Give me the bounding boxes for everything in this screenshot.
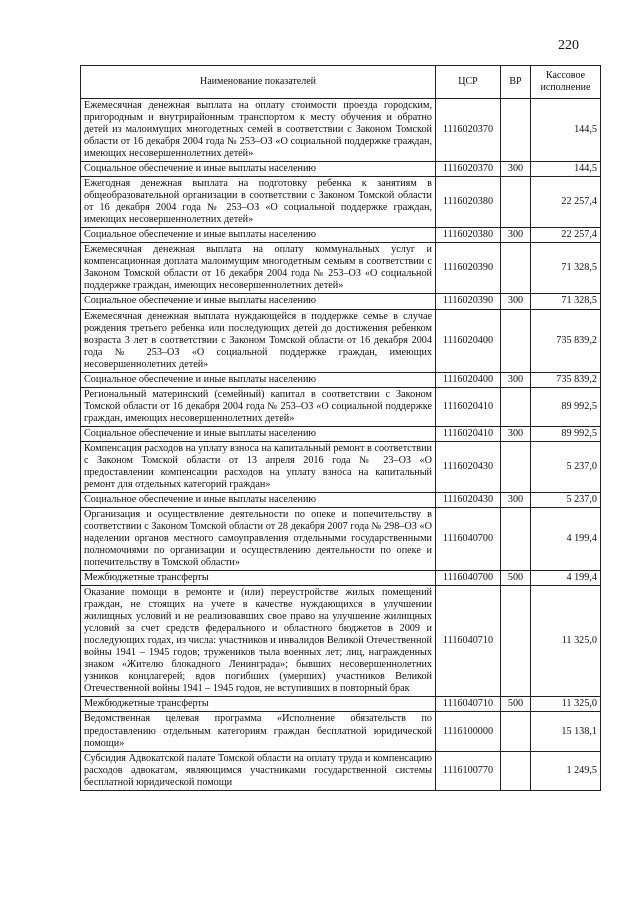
row-vr (501, 507, 531, 570)
table-row (81, 441, 601, 492)
row-sum: 4 199,4 (531, 571, 601, 586)
row-csr: 1116020370 (436, 99, 501, 162)
table-row (81, 243, 601, 294)
table-row (81, 507, 601, 570)
row-name: Компенсация расходов на уплату взноса на капитальный ремонт в соответствии с Законом Томской области от 13 апреля 2016 года № 23–ОЗ «О предоставлении компенсации расходов на уплату взноса на капитальный ремонт для отдельных категорий граждан» (81, 441, 436, 492)
header-sum: Кассовое исполнение (531, 66, 601, 99)
row-sum: 4 199,4 (531, 507, 601, 570)
row-name: Социальное обеспечение и иные выплаты населению (81, 294, 436, 309)
table-row (81, 177, 601, 228)
row-sum: 89 992,5 (531, 387, 601, 426)
row-vr: 300 (501, 426, 531, 441)
row-vr: 300 (501, 492, 531, 507)
row-sum: 11 325,0 (531, 697, 601, 712)
table-row (81, 162, 601, 177)
row-csr: 1116020380 (436, 228, 501, 243)
row-sum: 22 257,4 (531, 177, 601, 228)
header-csr: ЦСР (436, 66, 501, 99)
table-row (81, 309, 601, 372)
row-vr (501, 309, 531, 372)
row-vr: 300 (501, 228, 531, 243)
row-vr (501, 177, 531, 228)
row-csr: 1116020370 (436, 162, 501, 177)
row-csr: 1116040700 (436, 571, 501, 586)
row-name: Социальное обеспечение и иные выплаты населению (81, 426, 436, 441)
row-name: Межбюджетные трансферты (81, 571, 436, 586)
row-sum: 15 138,1 (531, 712, 601, 751)
row-vr (501, 441, 531, 492)
row-vr: 300 (501, 294, 531, 309)
row-name: Организация и осуществление деятельности по опеке и попечительству в соответствии с Законом Томской области от 28 декабря 2007 года № 298–ОЗ «О наделении органов местного самоуправления отдельными государственными полномочиями по организации и осуществлению деятельности по опеке и попечительству в Томской области» (81, 507, 436, 570)
row-vr (501, 99, 531, 162)
row-csr: 1116020400 (436, 309, 501, 372)
row-csr: 1116020410 (436, 387, 501, 426)
table-row (81, 99, 601, 162)
budget-table (80, 65, 601, 791)
row-sum: 1 249,5 (531, 751, 601, 790)
row-csr: 1116040700 (436, 507, 501, 570)
row-name: Ежемесячная денежная выплата на оплату стоимости проезда городским, пригородным и внутрирайонным транспортом к месту обучения и обратно детей из малоимущих многодетных семей в соответствии с Законом Томской области от 16 декабря 2004 года № 253–ОЗ «О социальной поддержке граждан, имеющих несовершеннолетних детей» (81, 99, 436, 162)
row-vr (501, 387, 531, 426)
table-row (81, 372, 601, 387)
row-name: Социальное обеспечение и иные выплаты населению (81, 492, 436, 507)
table-row (81, 697, 601, 712)
row-csr: 1116020390 (436, 243, 501, 294)
row-name: Социальное обеспечение и иные выплаты населению (81, 372, 436, 387)
row-csr: 1116020430 (436, 441, 501, 492)
table-header-row (81, 66, 601, 99)
row-name: Ведомственная целевая программа «Исполнение обязательств по предоставлению отдельным категориям граждан бесплатной юридической помощи» (81, 712, 436, 751)
row-vr (501, 243, 531, 294)
row-vr (501, 751, 531, 790)
row-sum: 71 328,5 (531, 243, 601, 294)
row-sum: 11 325,0 (531, 586, 601, 697)
row-name: Оказание помощи в ремонте и (или) переустройстве жилых помещений граждан, не стоящих на учете в качестве нуждающихся в улучшении жилищных условий и не реализовавших свое право на улучшение жилищных условий за счет средств федерального и областного бюджетов в 2009 и последующих годах, из числа: участников и инвалидов Великой Отечественной войны 1941 – 1945 годов; тружеников тыла военных лет; лиц, награжденных знаком «Жителю блокадного Ленинграда»; бывших несовершеннолетних узников концлагерей; вдов погибших (умерших) участников Великой Отечественной войны 1941 – 1945 годов, не вступивших в повторный брак (81, 586, 436, 697)
row-name: Субсидия Адвокатской палате Томской области на оплату труда и компенсацию расходов адвокатам, являющимся участниками государственной системы бесплатной юридической помощи (81, 751, 436, 790)
row-csr: 1116020410 (436, 426, 501, 441)
row-name: Ежемесячная денежная выплата нуждающейся в поддержке семье в случае рождения третьего ребенка или последующих детей до достижения ребенком возраста 3 лет в соответствии с Законом Томской области от 16 декабря 2004 года № 253–ОЗ «О социальной поддержке граждан, имеющих несовершеннолетних детей» (81, 309, 436, 372)
table-row (81, 294, 601, 309)
table-row (81, 712, 601, 751)
row-vr: 500 (501, 697, 531, 712)
row-csr: 1116020400 (436, 372, 501, 387)
row-vr: 500 (501, 571, 531, 586)
row-vr: 300 (501, 162, 531, 177)
row-vr (501, 586, 531, 697)
table-row (81, 228, 601, 243)
row-name: Социальное обеспечение и иные выплаты населению (81, 162, 436, 177)
row-csr: 1116100000 (436, 712, 501, 751)
table-row (81, 586, 601, 697)
row-csr: 1116100770 (436, 751, 501, 790)
table-row (81, 387, 601, 426)
row-sum: 22 257,4 (531, 228, 601, 243)
row-csr: 1116020430 (436, 492, 501, 507)
header-name: Наименование показателей (81, 66, 436, 99)
row-sum: 89 992,5 (531, 426, 601, 441)
row-name: Ежемесячная денежная выплата на оплату коммунальных услуг и компенсационная доплата малоимущим многодетным семьям в соответствии с Законом Томской области от 16 декабря 2004 года № 253–ОЗ «О социальной поддержке граждан, имеющих несовершеннолетних детей» (81, 243, 436, 294)
row-name: Социальное обеспечение и иные выплаты населению (81, 228, 436, 243)
row-csr: 1116040710 (436, 586, 501, 697)
table-row (81, 571, 601, 586)
row-sum: 144,5 (531, 99, 601, 162)
row-sum: 735 839,2 (531, 372, 601, 387)
row-sum: 5 237,0 (531, 441, 601, 492)
row-sum: 144,5 (531, 162, 601, 177)
row-sum: 5 237,0 (531, 492, 601, 507)
row-sum: 71 328,5 (531, 294, 601, 309)
row-vr: 300 (501, 372, 531, 387)
table-row (81, 492, 601, 507)
row-csr: 1116040710 (436, 697, 501, 712)
header-vr: ВР (501, 66, 531, 99)
row-csr: 1116020390 (436, 294, 501, 309)
row-name: Ежегодная денежная выплата на подготовку ребенка к занятиям в общеобразовательной организации в соответствии с Законом Томской области от 16 декабря 2004 года № 253–ОЗ «О социальной поддержке граждан, имеющих несовершеннолетних детей» (81, 177, 436, 228)
row-vr (501, 712, 531, 751)
row-sum: 735 839,2 (531, 309, 601, 372)
row-name: Региональный материнский (семейный) капитал в соответствии с Законом Томской области от 16 декабря 2004 года № 253–ОЗ «О социальной поддержке граждан, имеющих несовершеннолетних детей» (81, 387, 436, 426)
row-name: Межбюджетные трансферты (81, 697, 436, 712)
table-row (81, 751, 601, 790)
table-row (81, 426, 601, 441)
row-csr: 1116020380 (436, 177, 501, 228)
page-number: 220 (558, 38, 579, 53)
